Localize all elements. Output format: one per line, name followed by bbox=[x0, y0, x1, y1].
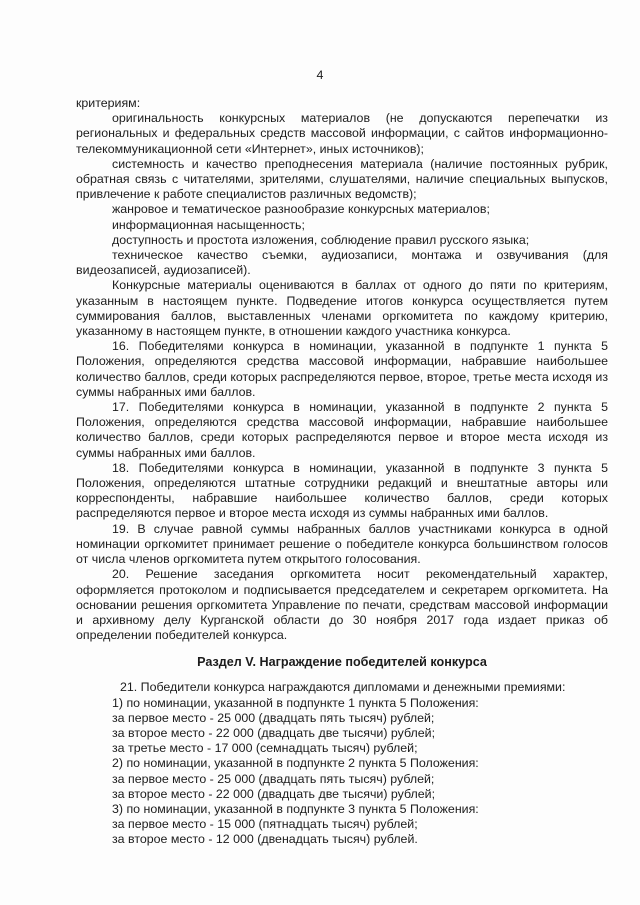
page-number: 4 bbox=[316, 68, 324, 82]
award-line: за первое место - 25 000 (двадцать пять тысяч) рублей; bbox=[112, 710, 435, 725]
awards-intro: 21. Победители конкурса награждаются дипломами и денежными премиями: bbox=[120, 680, 566, 695]
award-line: 2) по номинации, указанной в подпункте 2 пункта 5 Положения: bbox=[112, 756, 479, 771]
awards-list bbox=[76, 680, 608, 847]
criterion-accessibility: доступность и простота изложения, соблюдение правил русского языка; bbox=[112, 232, 530, 247]
criterion-genre: жанровое и тематическое разнообразие конкурсных материалов; bbox=[112, 202, 490, 217]
award-line: за первое место - 15 000 (пятнадцать тысяч) рублей; bbox=[112, 817, 418, 832]
paragraph-16: 16. Победителями конкурса в номинации, указанной в подпункте 1 пункта 5 Положения, определяются средства массовой информации, набравшие наибольшее количество баллов, среди которых распределяются первое, второе, третье места исходя из суммы набранных ими баллов. bbox=[76, 339, 608, 399]
paragraph-19: 19. В случае равной суммы набранных баллов участниками конкурса в одной номинации оргкомитет принимает решение о победителе конкурса большинством голосов от числа членов оргкомитета путем открытого голосования. bbox=[76, 521, 608, 567]
award-line: 3) по номинации, указанной в подпункте 3 пункта 5 Положения: bbox=[112, 801, 479, 816]
paragraph-17: 17. Победителями конкурса в номинации, указанной в подпункте 2 пункта 5 Положения, определяются средства массовой информации, набравшие наибольшее количество баллов, среди которых распределяются первое и второе места исходя из суммы набранных ими баллов. bbox=[76, 400, 608, 460]
paragraph-0: критериям: bbox=[76, 96, 141, 110]
paragraph-scoring: Конкурсные материалы оцениваются в баллах от одного до пяти по критериям, указанным в настоящем пункте. Подведение итогов конкурса осуществляется путем суммирования баллов, выставленных членами оргкомитета по каждому критерию, указанному в настоящем пункте, в отношении каждого участника конкурса. bbox=[76, 278, 608, 339]
criterion-technical-quality: техническое качество съемки, аудиозаписи, монтажа и озвучивания (для видеозаписей, аудиозаписей). bbox=[76, 248, 608, 278]
paragraph-20: 20. Решение заседания оргкомитета носит рекомендательный характер, оформляется протоколом и подписывается председателем и секретарем оргкомитета. На основании решения оргкомитета Управление по печати, средствам массовой информации и архивному делу Курганской области до 30 ноября 2017 года издает приказ об определении победителей конкурса. bbox=[76, 567, 608, 643]
award-line: 1) по номинации, указанной в подпункте 1 пункта 5 Положения: bbox=[112, 695, 479, 710]
award-line: за второе место - 12 000 (двенадцать тысяч) рублей. bbox=[112, 832, 418, 847]
document-body bbox=[76, 96, 608, 848]
criterion-systematic: системность и качество преподнесения материала (наличие постоянных рубрик, обратная связь с читателями, зрителями, слушателями, наличие специальных выпусков, привлечение к работе специалистов различных ведомств); bbox=[76, 156, 608, 202]
criterion-originality: оригинальность конкурсных материалов (не допускаются перепечатки из региональных и федеральных средств массовой информации, с сайтов информационно-телекоммуникационной сети «Интернет», иных источников); bbox=[76, 111, 608, 156]
criterion-informativeness: информационная насыщенность; bbox=[112, 217, 305, 232]
award-line: за первое место - 25 000 (двадцать пять тысяч) рублей; bbox=[112, 771, 435, 786]
award-line: за второе место - 22 000 (двадцать две тысячи) рублей; bbox=[112, 725, 436, 740]
award-line: за второе место - 22 000 (двадцать две тысячи) рублей; bbox=[112, 786, 436, 801]
award-line: за третье место - 17 000 (семнадцать тысяч) рублей; bbox=[112, 741, 418, 756]
paragraph-18: 18. Победителями конкурса в номинации, указанной в подпункте 3 пункта 5 Положения, определяются штатные сотрудники редакций и внештатные авторы или корреспонденты, набравшие наибольшее количество баллов, среди которых распределяются первое и второе места исходя из суммы набранных ими баллов. bbox=[76, 460, 608, 521]
section-title: Раздел V. Награждение победителей конкурса bbox=[197, 655, 487, 670]
